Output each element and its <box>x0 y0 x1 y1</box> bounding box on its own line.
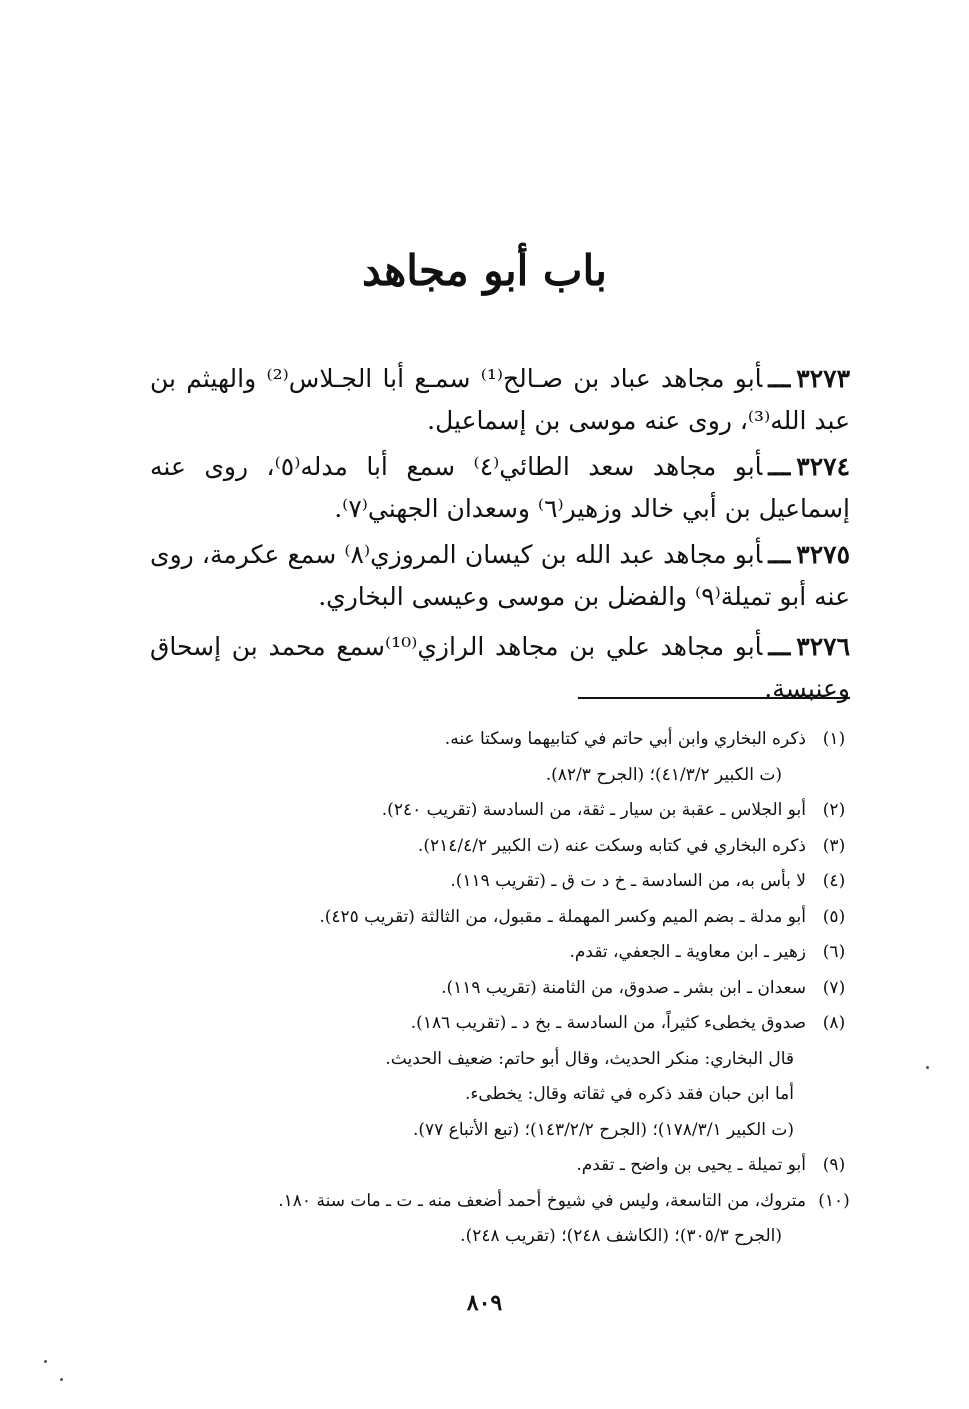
footnote-line: قال البخاري: منكر الحديث، وقال أبو حاتم: ضعيف الحديث. <box>385 1048 794 1069</box>
footnote-8 <box>170 1006 854 1148</box>
footnote-line: ذكره البخاري في كتابه وسكت عنه (ت الكبير ٢١٤/٤/٢). <box>417 835 806 856</box>
footnote-3 <box>170 829 854 865</box>
footnote-4 <box>170 864 854 900</box>
footnote-line: زهير ـ ابن معاوية ـ الجعفي، تقدم. <box>569 942 806 962</box>
footnote-10 <box>170 1184 854 1255</box>
footnote-line: أبو مدلة ـ بضم الميم وكسر المهملة ـ مقبول، من الثالثة (تقريب ٤٢٥). <box>319 906 806 927</box>
entry-text: أبو مجاهد سعد الطائي⁽٤⁾ سمع أبا مدله⁽٥⁾، روى عنه إسماعيل بن أبي خالد وزهير⁽٦⁾ وسعدان الجهني⁽٧⁾. <box>150 452 850 523</box>
entry-number: ٣٢٧٣ <box>796 364 850 393</box>
footnote-number: (٨) <box>822 1013 846 1033</box>
footnote-line: صدوق يخطىء كثيراً، من السادسة ـ بخ د ـ (تقريب ١٨٦). <box>410 1013 806 1033</box>
footnote-9 <box>170 1148 854 1184</box>
entry-dash: ـــ <box>768 364 791 393</box>
footnote-line: سعدان ـ ابن بشر ـ صدوق، من الثامنة (تقريب ١١٩). <box>441 977 806 998</box>
entry-number: ٣٢٧٦ <box>796 632 851 661</box>
entry-number: ٣٢٧٥ <box>796 540 850 569</box>
footnote-5 <box>170 900 854 936</box>
page-number: ٨٠٩ <box>466 1290 503 1316</box>
footnote-number: (٩) <box>822 1155 846 1175</box>
footnote-6 <box>170 935 854 971</box>
footnote-number: (١) <box>822 729 846 749</box>
scan-speck <box>44 1360 47 1363</box>
footnote-number: (٧) <box>822 977 846 998</box>
entry-dash: ـــ <box>768 540 791 569</box>
entries-list <box>150 358 850 714</box>
entry-3273 <box>150 358 850 442</box>
entry-text: أبو مجاهد علي بن مجاهد الرازي⁽¹⁰⁾سمع محمد بن إسحاق وعنبسة. <box>150 632 850 703</box>
footnote-line: (ت الكبير ١٧٨/٣/١)؛ (الجرح ١٤٣/٢/٢)؛ (تبع الأتباع ٧٧). <box>412 1119 794 1140</box>
footnote-line: (الجرح ٣٠٥/٣)؛ (الكاشف ٢٤٨)؛ (تقريب ٢٤٨). <box>460 1226 782 1246</box>
entry-number: ٣٢٧٤ <box>796 452 850 481</box>
footnote-number: (٤) <box>822 871 846 891</box>
entry-dash: ـــ <box>768 452 791 481</box>
footnote-number: (١٠) <box>818 1190 850 1211</box>
footnote-7 <box>170 971 854 1007</box>
footnote-line: لا بأس به، من السادسة ـ خ د ت ق ـ (تقريب ١١٩). <box>450 871 806 891</box>
footnote-line: (ت الكبير ٤١/٣/٢)؛ (الجرح ٨٢/٣). <box>545 764 782 785</box>
entry-3275 <box>150 534 850 618</box>
scan-speck <box>60 1378 63 1381</box>
footnote-line: أما ابن حبان فقد ذكره في ثقاته وقال: يخطىء. <box>464 1084 794 1104</box>
footnotes-list <box>170 722 854 1255</box>
footnote-separator <box>578 697 850 699</box>
entry-text: أبو مجاهد عباد بن صـالح⁽¹⁾ سمـع أبا الجـلاس⁽²⁾ والهيثم بن عبد الله⁽³⁾، روى عنه موسى بن إسماعيل. <box>150 364 850 435</box>
footnote-number: (٣) <box>822 835 846 856</box>
footnote-line: متروك، من التاسعة، وليس في شيوخ أحمد أضعف منه ـ ت ـ مات سنة ١٨٠. <box>278 1190 806 1211</box>
entry-text: أبو مجاهد عبد الله بن كيسان المروزي⁽٨⁾ سمع عكرمة، روى عنه أبو تميلة⁽٩⁾ والفضل بن موسى وعيسى البخاري. <box>150 540 850 611</box>
scan-speck <box>926 1066 929 1069</box>
entry-3274 <box>150 446 850 530</box>
footnote-number: (٥) <box>822 906 846 927</box>
footnote-line: أبو الجلاس ـ عقبة بن سيار ـ ثقة، من السادسة (تقريب ٢٤٠). <box>381 800 806 820</box>
footnote-line: أبو تميلة ـ يحيى بن واضح ـ تقدم. <box>576 1155 806 1175</box>
chapter-title: باب أبو مجاهد <box>362 246 607 295</box>
footnote-2 <box>170 793 854 829</box>
footnote-1 <box>170 722 854 793</box>
footnote-number: (٦) <box>822 942 846 962</box>
entry-dash: ـــ <box>768 632 791 661</box>
footnote-number: (٢) <box>822 800 846 820</box>
footnote-line: ذكره البخاري وابن أبي حاتم في كتابيهما وسكتا عنه. <box>444 729 806 749</box>
